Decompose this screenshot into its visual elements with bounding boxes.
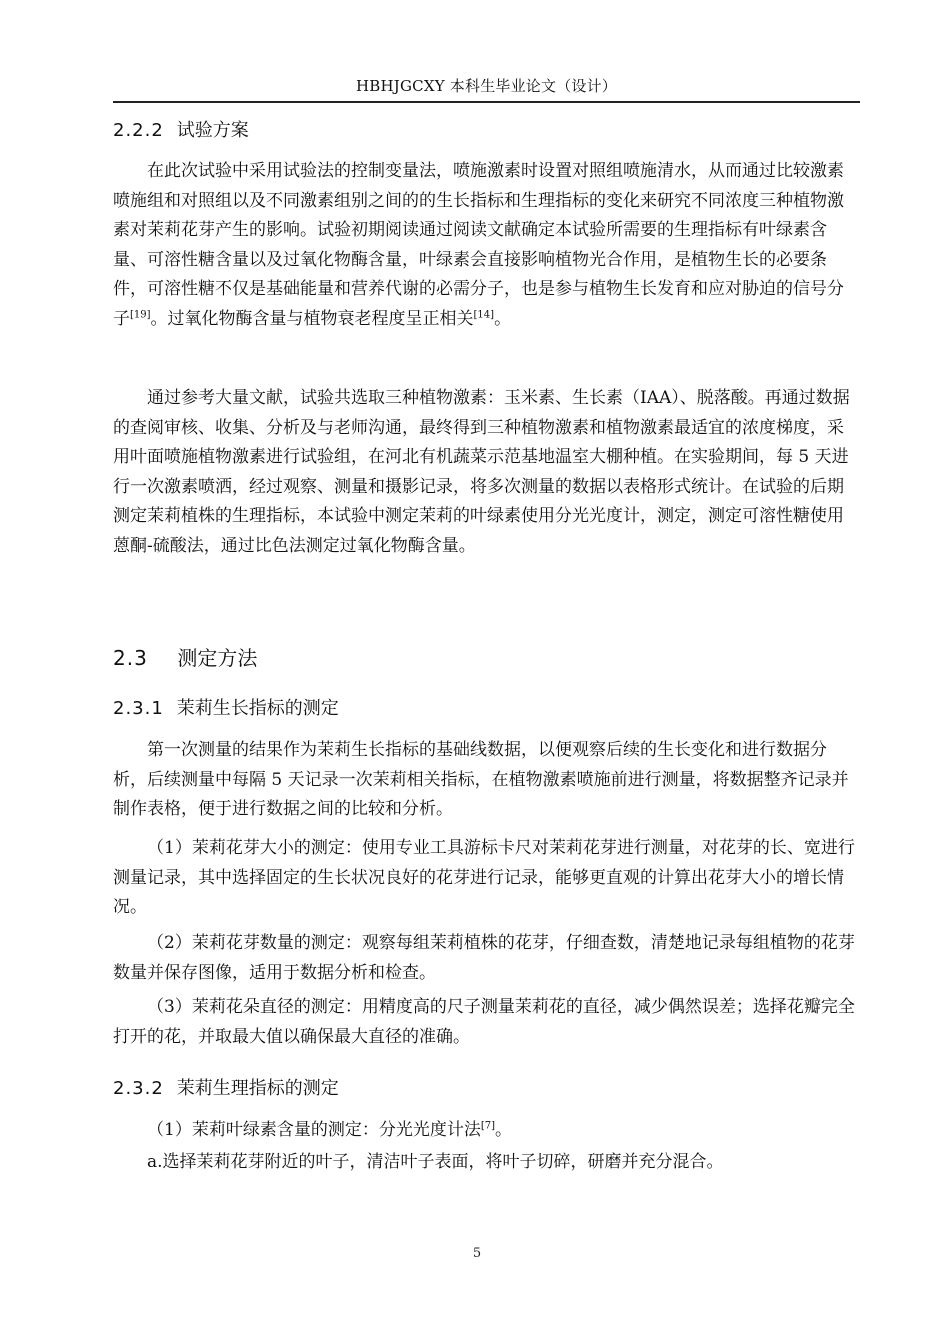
heading-2-3-1 [113,696,339,722]
paragraph-text: 。 [495,1120,512,1140]
paragraph-physiology-1 [113,1116,860,1146]
heading-2-3 [113,644,257,672]
heading-title: 测定方法 [177,646,258,670]
heading-number: 2.2.2 [113,120,164,141]
citation-19: [19] [130,308,151,320]
heading-number: 2.3 [113,646,148,670]
heading-title: 茉莉生长指标的测定 [176,698,339,719]
paragraph-text: 。过氧化物酶含量与植物衰老程度呈正相关 [150,308,474,329]
heading-number: 2.3.1 [113,698,164,719]
paragraph-growth-3: （2）茉莉花芽数量的测定：观察每组茉莉植株的花芽，仔细查数，清楚地记录每组植物的花芽数量并保存图像，适用于数据分析和检查。 [113,933,855,983]
citation-14: [14] [473,308,495,320]
paragraph-text: 在此次试验中采用试验法的控制变量法，喷施激素时设置对照组喷施清水，从而通过比较激素喷施组和对照组以及不同激素组别之间的的生长指标和生理指标的变化来研究不同浓度三种植物激素对茉莉花芽产生的影响。试验初期阅读通过阅读文献确定本试验所需要的生理指标有叶绿素含量、可溶性糖含量以及过氧化物酶含量，叶绿素会直接影响植物光合作用，是植物生长的必要条件，可溶性糖不仅是基础能量和营养代谢的必需分子，也是参与植物生长发育和应对胁迫的信号分子 [113,161,844,329]
paragraph-growth-1: 第一次测量的结果作为茉莉生长指标的基础线数据，以便观察后续的生长变化和进行数据分析，后续测量中每隔 5 天记录一次茉莉相关指标，在植物激素喷施前进行测量，将数据整齐记录并制作表格，便于进行数据之间的比较和分析。 [113,740,849,819]
heading-title: 试验方案 [176,120,249,141]
heading-2-3-2 [113,1076,339,1102]
paragraph-text: （1）茉莉叶绿素含量的测定：分光光度计法 [147,1120,481,1140]
page-number: 5 [472,1246,482,1261]
paragraph-physiology-2: a.选择茉莉花芽附近的叶子，清洁叶子表面，将叶子切碎，研磨并充分混合。 [147,1152,724,1172]
citation-7: [7] [480,1120,495,1132]
header-divider [113,101,860,103]
paragraph-growth-2: （1）茉莉花芽大小的测定：使用专业工具游标卡尺对茉莉花芽进行测量，对花芽的长、宽进行测量记录，其中选择固定的生长状况良好的花芽进行记录，能够更直观的计算出花芽大小的增长情况。 [113,838,855,917]
page-header: HBHJGCXY 本科生毕业论文（设计） [355,77,617,95]
paragraph-text: 。 [494,308,512,329]
paragraph-test-plan-2: 通过参考大量文献，试验共选取三种植物激素：玉米素、生长素（IAA）、脱落酸。再通过数据的查阅审核、收集、分析及与老师沟通，最终得到三种植物激素和植物激素最适宜的浓度梯度，采用叶面喷施植物激素进行试验组，在河北有机蔬菜示范基地温室大棚种植。在实验期间，每 5 天进行一次激素喷洒，经过观察、测量和摄影记录，将多次测量的数据以表格形式统计。在试验的后期测定茉莉植株的生理指标，本试验中测定茉莉的叶绿素使用分光光度计，测定，测定可溶性糖使用蒽酮-硫酸法，通过比色法测定过氧化物酶含量。 [113,388,850,556]
heading-2-2-2 [113,118,249,144]
heading-number: 2.3.2 [113,1078,164,1099]
paragraph-growth-4: （3）茉莉花朵直径的测定：用精度高的尺子测量茉莉花的直径，减少偶然误差；选择花瓣完全打开的花，并取最大值以确保最大直径的准确。 [113,997,855,1047]
heading-title: 茉莉生理指标的测定 [176,1078,339,1099]
paragraph-test-plan-1 [113,157,860,334]
